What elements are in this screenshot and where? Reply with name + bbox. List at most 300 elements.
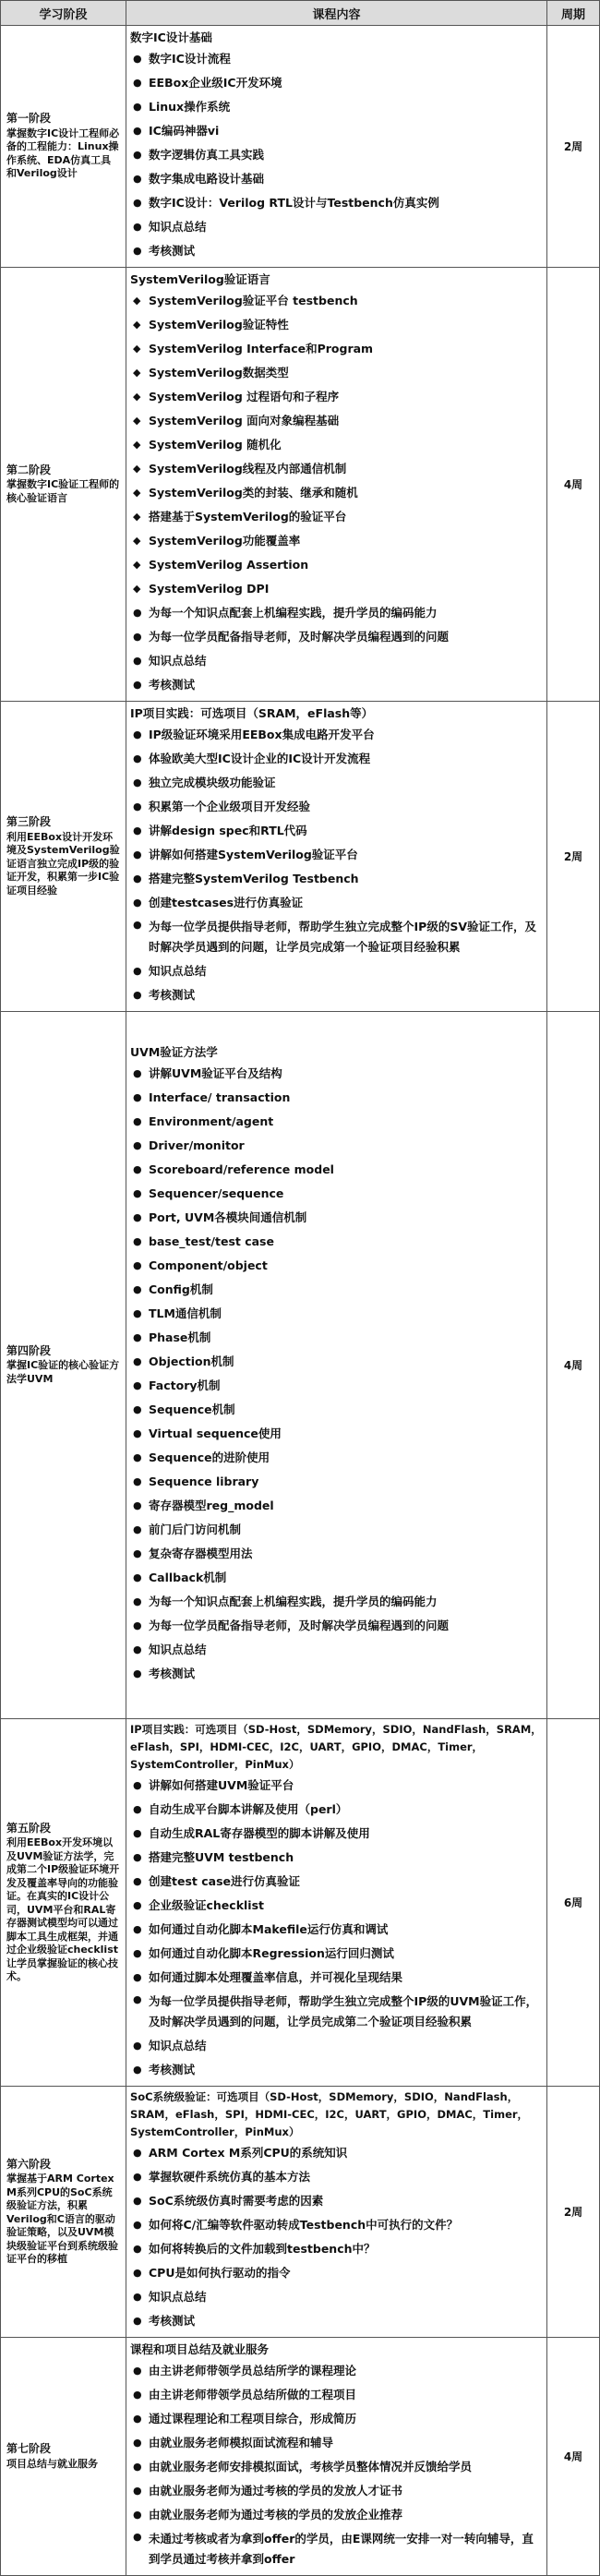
list-item [130, 2503, 543, 2527]
dot-bullet-icon: ● [133, 149, 142, 161]
diamond-bullet-icon: ◆ [133, 487, 141, 499]
list-item-text: EEBox企业级IC开发环境 [149, 76, 282, 90]
list-item [130, 529, 543, 553]
list-item-text: Config机制 [149, 1282, 213, 1296]
list-item-text: 寄存器模型reg_model [149, 1499, 274, 1512]
stage-cell [1, 1012, 126, 1719]
list-item-text: TLM通信机制 [149, 1306, 222, 1320]
list-item-text: 通过课程理论和工程项目综合，形成简历 [149, 2412, 357, 2426]
stage-goal: 掌握数字IC设计工程师必备的工程能力：Linux操作系统、EDA仿真工具和Verilog设计 [6, 126, 120, 180]
list-item [130, 289, 543, 313]
list-item-text: SystemVerilog DPI [149, 582, 270, 596]
list-item [130, 1614, 543, 1638]
dot-bullet-icon: ● [133, 607, 142, 619]
list-item [130, 553, 543, 577]
list-item-text: SystemVerilog验证平台 testbench [149, 294, 358, 307]
stage-row [1, 1719, 600, 2087]
list-item [130, 1966, 543, 1990]
dot-bullet-icon: ● [133, 728, 142, 740]
list-item-text: Phase机制 [149, 1330, 211, 1344]
list-item-text: SystemVerilog功能覆盖率 [149, 534, 301, 548]
content-cell [126, 1719, 547, 2087]
list-item-text: IC编码神器vi [149, 124, 220, 138]
diamond-bullet-icon: ◆ [133, 367, 141, 379]
dot-bullet-icon: ● [133, 1803, 142, 1815]
dot-bullet-icon: ● [133, 1355, 142, 1367]
list-item [130, 2431, 543, 2455]
list-item [130, 2479, 543, 2503]
list-item [130, 1846, 543, 1870]
list-item-text: 考核测试 [149, 678, 196, 692]
dot-bullet-icon: ● [133, 125, 142, 137]
list-item [130, 1774, 543, 1798]
list-item-text: 由主讲老师带领学员总结所做的工程项目 [149, 2388, 357, 2401]
content-cell [126, 1012, 547, 1719]
list-item [130, 2285, 543, 2309]
list-item [130, 2383, 543, 2407]
stage-goal: 利用EEBox设计开发环境及SystemVerilog验证语言独立完成IP级的验证开发，积累第一步IC验证项目经验 [6, 830, 120, 897]
diamond-bullet-icon: ◆ [133, 535, 141, 547]
list-item [130, 2165, 543, 2189]
list-item [130, 1662, 543, 1686]
list-item-text: 独立完成模块级功能验证 [149, 776, 276, 789]
dot-bullet-icon: ● [133, 1259, 142, 1271]
list-item [130, 361, 543, 385]
diamond-bullet-icon: ◆ [133, 415, 141, 427]
list-item [130, 771, 543, 795]
dot-bullet-icon: ● [133, 1403, 142, 1415]
content-list [130, 2359, 543, 2571]
dot-bullet-icon: ● [133, 1379, 142, 1391]
list-item [130, 1278, 543, 1302]
list-item [130, 2359, 543, 2383]
dot-bullet-icon: ● [133, 2461, 142, 2473]
dot-bullet-icon: ● [133, 1499, 142, 1511]
dot-bullet-icon: ● [133, 53, 142, 65]
period-cell: 2周 [547, 26, 600, 268]
list-item [130, 1870, 543, 1894]
list-item-text: SystemVerilog 面向对象编程基础 [149, 414, 340, 427]
list-item [130, 1302, 543, 1326]
diamond-bullet-icon: ◆ [133, 391, 141, 403]
header-content: 课程内容 [126, 1, 547, 26]
list-item-text: 考核测试 [149, 2314, 196, 2328]
dot-bullet-icon: ● [133, 873, 142, 885]
content-title: SoC系统级验证：可选项目（SD-Host，SDMemory，SDIO，NandFlash，SRAM，eFlash，SPI，HDMI-CEC，I2C，UART，GPIO，DMAC，Timer，SystemController，PinMux） [130, 2090, 529, 2138]
list-item-text: SystemVerilog Interface和Program [149, 342, 374, 355]
dot-bullet-icon: ● [133, 1163, 142, 1175]
list-item [130, 2527, 543, 2571]
content-list [130, 723, 543, 1007]
list-item [130, 433, 543, 457]
list-item [130, 1990, 543, 2034]
list-item [130, 891, 543, 915]
content-list [130, 47, 543, 263]
stage-cell [1, 1719, 126, 2087]
dot-bullet-icon: ● [133, 1187, 142, 1199]
list-item [130, 1206, 543, 1230]
list-item [130, 1494, 543, 1518]
dot-bullet-icon: ● [133, 1571, 142, 1583]
list-item-text: 由主讲老师带领学员总结所学的课程理论 [149, 2364, 357, 2377]
list-item-text: 讲解如何搭建SystemVerilog验证平台 [149, 848, 358, 861]
list-item-text: 知识点总结 [149, 964, 207, 978]
list-item-text: Port, UVM各模块间通信机制 [149, 1210, 307, 1224]
dot-bullet-icon: ● [133, 2267, 142, 2279]
diamond-bullet-icon: ◆ [133, 463, 141, 475]
list-item [130, 2141, 543, 2165]
dot-bullet-icon: ● [133, 221, 142, 233]
content-title: IP项目实践：可选项目（SD-Host，SDMemory，SDIO，NandFlash，SRAM，eFlash，SPI，HDMI-CEC，I2C，UART，GPIO，DMAC，Timer，SystemController，PinMux） [130, 1723, 542, 1771]
list-item [130, 457, 543, 481]
list-item [130, 2237, 543, 2261]
list-item [130, 409, 543, 433]
list-item [130, 1822, 543, 1846]
list-item-text: 知识点总结 [149, 1643, 207, 1656]
dot-bullet-icon: ● [133, 1547, 142, 1559]
list-item-text: 为每一位学员提供指导老师，帮助学生独立完成整个IP级的UVM验证工作，及时解决学员遇到的问题，让学员完成第二个验证项目经验积累 [149, 1994, 538, 2028]
list-item [130, 1062, 543, 1086]
list-item [130, 1446, 543, 1470]
list-item [130, 2309, 543, 2333]
list-item [130, 2058, 543, 2082]
dot-bullet-icon: ● [133, 2315, 142, 2327]
period-cell: 4周 [547, 1012, 600, 1719]
dot-bullet-icon: ● [133, 1307, 142, 1319]
dot-bullet-icon: ● [133, 1595, 142, 1607]
dot-bullet-icon: ● [133, 1427, 142, 1439]
list-item-text: 为每一个知识点配套上机编程实践，提升学员的编码能力 [149, 1595, 438, 1608]
stage-name: 第四阶段 [6, 1343, 52, 1357]
list-item [130, 1158, 543, 1182]
list-item-text: 积累第一个企业级项目开发经验 [149, 800, 311, 813]
list-item-text: 如何将C/汇编等软件驱动转成Testbench中可执行的文件？ [149, 2218, 459, 2232]
list-item [130, 47, 543, 71]
list-item [130, 1942, 543, 1966]
content-title: 数字IC设计基础 [130, 30, 212, 44]
dot-bullet-icon: ● [133, 800, 142, 813]
dot-bullet-icon: ● [133, 1619, 142, 1631]
list-item-text: Sequencer/sequence [149, 1186, 284, 1200]
content-title: UVM验证方法学 [130, 1045, 218, 1059]
list-item [130, 1798, 543, 1822]
list-item-text: 自动生成RAL寄存器模型的脚本讲解及使用 [149, 1826, 370, 1840]
dot-bullet-icon: ● [133, 2291, 142, 2303]
stage-row [1, 2338, 600, 2576]
list-item-text: Scoreboard/reference model [149, 1162, 334, 1176]
dot-bullet-icon: ● [133, 1827, 142, 1839]
list-item-text: 如何通过脚本处理覆盖率信息，并可视化呈现结果 [149, 1970, 403, 1984]
list-item-text: Sequence的进阶使用 [149, 1451, 270, 1464]
dot-bullet-icon: ● [133, 2531, 142, 2543]
dot-bullet-icon: ● [133, 2195, 142, 2207]
list-item [130, 1894, 543, 1918]
dot-bullet-icon: ● [133, 1331, 142, 1343]
list-item [130, 95, 543, 119]
dot-bullet-icon: ● [133, 2509, 142, 2521]
list-item-text: 知识点总结 [149, 2290, 207, 2304]
list-item-text: Linux操作系统 [149, 100, 231, 114]
stage-name: 第六阶段 [6, 2157, 52, 2171]
list-item-text: 考核测试 [149, 988, 196, 1002]
list-item [130, 649, 543, 673]
list-item-text: 体验欧美大型IC设计企业的IC设计开发流程 [149, 752, 371, 765]
dot-bullet-icon: ● [133, 776, 142, 788]
list-item-text: Factory机制 [149, 1378, 221, 1392]
list-item-text: base_test/test case [149, 1234, 274, 1248]
list-item-text: SystemVerilog线程及内部通信机制 [149, 462, 347, 475]
list-item-text: CPU是如何执行驱动的指令 [149, 2266, 291, 2280]
content-cell [126, 2338, 547, 2576]
dot-bullet-icon: ● [133, 101, 142, 113]
dot-bullet-icon: ● [133, 2219, 142, 2231]
list-item-text: SoC系统级仿真时需要考虑的因素 [149, 2194, 324, 2208]
dot-bullet-icon: ● [133, 2243, 142, 2255]
diamond-bullet-icon: ◆ [133, 583, 141, 595]
dot-bullet-icon: ● [133, 1067, 142, 1079]
content-list [130, 1774, 543, 2082]
list-item [130, 1350, 543, 1374]
list-item [130, 1542, 543, 1566]
dot-bullet-icon: ● [133, 1875, 142, 1887]
list-item [130, 959, 543, 983]
dot-bullet-icon: ● [133, 197, 142, 209]
header-stage: 学习阶段 [1, 1, 126, 26]
period-cell: 6周 [547, 1719, 600, 2087]
list-item [130, 191, 543, 215]
period-cell: 2周 [547, 702, 600, 1012]
stage-name: 第七阶段 [6, 2442, 52, 2455]
list-item [130, 795, 543, 819]
dot-bullet-icon: ● [133, 1923, 142, 1935]
list-item [130, 723, 543, 747]
stage-row [1, 26, 600, 268]
content-cell [126, 26, 547, 268]
list-item [130, 1254, 543, 1278]
dot-bullet-icon: ● [133, 2413, 142, 2425]
list-item-text: IP级验证环境采用EEBox集成电路开发平台 [149, 728, 375, 741]
list-item [130, 1326, 543, 1350]
list-item [130, 1110, 543, 1134]
list-item-text: SystemVerilog类的封装、继承和随机 [149, 486, 358, 500]
stage-name: 第二阶段 [6, 463, 52, 476]
list-item-text: 为每一个知识点配套上机编程实践，提升学员的编码能力 [149, 606, 438, 620]
dot-bullet-icon: ● [133, 965, 142, 977]
list-item [130, 2261, 543, 2285]
list-item [130, 577, 543, 601]
list-item-text: 如何通过自动化脚本Makefile运行仿真和调试 [149, 1922, 389, 1936]
list-item-text: ARM Cortex M系列CPU的系统知识 [149, 2146, 348, 2160]
content-list [130, 1062, 543, 1686]
list-item [130, 1566, 543, 1590]
list-item [130, 385, 543, 409]
list-item [130, 119, 543, 143]
period-cell: 4周 [547, 2338, 600, 2576]
list-item [130, 1518, 543, 1542]
list-item [130, 1918, 543, 1942]
dot-bullet-icon: ● [133, 1643, 142, 1655]
diamond-bullet-icon: ◆ [133, 319, 141, 331]
dot-bullet-icon: ● [133, 245, 142, 257]
stage-cell [1, 2338, 126, 2576]
list-item [130, 1638, 543, 1662]
content-list [130, 2141, 543, 2333]
dot-bullet-icon: ● [133, 2437, 142, 2449]
dot-bullet-icon: ● [133, 919, 142, 931]
list-item-text: 复杂寄存器模型用法 [149, 1547, 253, 1560]
list-item-text: 搭建完整UVM testbench [149, 1850, 294, 1864]
list-item-text: Interface/ transaction [149, 1090, 291, 1104]
stage-cell [1, 702, 126, 1012]
list-item [130, 1374, 543, 1398]
list-item [130, 1398, 543, 1422]
dot-bullet-icon: ● [133, 752, 142, 764]
list-item-text: 由就业服务老师模拟面试流程和辅导 [149, 2436, 334, 2450]
dot-bullet-icon: ● [133, 1139, 142, 1151]
dot-bullet-icon: ● [133, 1283, 142, 1295]
dot-bullet-icon: ● [133, 1475, 142, 1487]
list-item-text: 搭建完整SystemVerilog Testbench [149, 872, 359, 885]
list-item-text: 搭建基于SystemVerilog的验证平台 [149, 510, 347, 524]
dot-bullet-icon: ● [133, 825, 142, 837]
list-item-text: SystemVerilog Assertion [149, 558, 309, 572]
stage-row [1, 1012, 600, 1719]
list-item [130, 747, 543, 771]
list-item-text: Sequence机制 [149, 1402, 235, 1416]
list-item-text: 为每一位学员配备指导老师，及时解决学员编程遇到的问题 [149, 630, 450, 644]
list-item [130, 2407, 543, 2431]
list-item-text: 知识点总结 [149, 2039, 207, 2052]
dot-bullet-icon: ● [133, 1779, 142, 1791]
list-item-text: 由就业服务老师安排模拟面试，考核学员整体情况并反馈给学员 [149, 2460, 473, 2474]
dot-bullet-icon: ● [133, 1211, 142, 1223]
list-item [130, 505, 543, 529]
list-item [130, 1470, 543, 1494]
list-item [130, 1182, 543, 1206]
list-item [130, 983, 543, 1007]
list-item-text: 由就业服务老师为通过考核的学员的发放企业推荐 [149, 2508, 403, 2522]
stage-goal: 利用EEBox开发环境以及UVM验证方法学，完成第二个IP级验证环境开发及覆盖率导向的功能验证。在真实的IC设计公司，UVM平台和RAL寄存器测试模型均可以通过脚本工具生成框架，并通过企业级验证checklist 让学员掌握验证的核心技术。 [6, 1836, 120, 1982]
header-period: 周期 [547, 1, 600, 26]
list-item-text: 知识点总结 [149, 654, 207, 668]
diamond-bullet-icon: ◆ [133, 343, 141, 355]
list-item [130, 915, 543, 959]
diamond-bullet-icon: ◆ [133, 559, 141, 571]
list-item-text: 讲解如何搭建UVM验证平台 [149, 1778, 294, 1792]
list-item [130, 1422, 543, 1446]
list-item-text: Component/object [149, 1258, 268, 1272]
stage-cell [1, 26, 126, 268]
dot-bullet-icon: ● [133, 2389, 142, 2401]
list-item-text: 如何将转换后的文件加载到testbench中？ [149, 2242, 376, 2256]
list-item-text: 知识点总结 [149, 220, 207, 234]
period-cell: 2周 [547, 2087, 600, 2338]
dot-bullet-icon: ● [133, 2064, 142, 2076]
list-item [130, 337, 543, 361]
dot-bullet-icon: ● [133, 1235, 142, 1247]
stage-cell [1, 2087, 126, 2338]
dot-bullet-icon: ● [133, 2147, 142, 2159]
dot-bullet-icon: ● [133, 1993, 142, 2005]
dot-bullet-icon: ● [133, 1523, 142, 1535]
period-cell: 4周 [547, 268, 600, 702]
dot-bullet-icon: ● [133, 989, 142, 1001]
list-item-text: 未通过考核或者为拿到offer的学员，由E课网统一安排一对一转向辅导，直到学员通过考核并拿到offer [149, 2532, 534, 2566]
list-item [130, 167, 543, 191]
dot-bullet-icon: ● [133, 679, 142, 691]
list-item [130, 819, 543, 843]
content-list [130, 289, 543, 697]
list-item [130, 867, 543, 891]
dot-bullet-icon: ● [133, 1451, 142, 1463]
list-item [130, 2189, 543, 2213]
list-item-text: 数字逻辑仿真工具实践 [149, 148, 265, 162]
stage-goal: 掌握数字IC验证工程师的核心验证语言 [6, 478, 120, 504]
list-item [130, 1590, 543, 1614]
table-header-row [1, 1, 600, 26]
diamond-bullet-icon: ◆ [133, 511, 141, 523]
list-item [130, 313, 543, 337]
list-item-text: Sequence library [149, 1475, 259, 1488]
list-item [130, 673, 543, 697]
list-item-text: 考核测试 [149, 1667, 196, 1680]
dot-bullet-icon: ● [133, 77, 142, 89]
list-item-text: SystemVerilog数据类型 [149, 366, 289, 379]
dot-bullet-icon: ● [133, 849, 142, 861]
list-item [130, 843, 543, 867]
dot-bullet-icon: ● [133, 1971, 142, 1983]
content-title: IP项目实践：可选项目（SRAM，eFlash等） [130, 706, 374, 720]
list-item-text: SystemVerilog验证特性 [149, 318, 289, 331]
list-item-text: 数字集成电路设计基础 [149, 172, 265, 186]
dot-bullet-icon: ● [133, 631, 142, 643]
dot-bullet-icon: ● [133, 1667, 142, 1679]
content-title: SystemVerilog验证语言 [130, 272, 270, 286]
dot-bullet-icon: ● [133, 2040, 142, 2052]
list-item [130, 1086, 543, 1110]
stage-row [1, 2087, 600, 2338]
stage-cell [1, 268, 126, 702]
content-cell [126, 702, 547, 1012]
list-item-text: 创建testcases进行仿真验证 [149, 896, 304, 909]
list-item-text: 讲解design spec和RTL代码 [149, 824, 307, 837]
list-item-text: 考核测试 [149, 2063, 196, 2076]
list-item-text: Environment/agent [149, 1114, 274, 1128]
content-cell [126, 268, 547, 702]
list-item-text: 为每一位学员提供指导老师，帮助学生独立完成整个IP级的SV验证工作，及时解决学员遇到的问题，让学员完成第一个验证项目经验积累 [149, 920, 536, 954]
stage-goal: 项目总结与就业服务 [6, 2457, 98, 2470]
list-item-text: 数字IC设计：Verilog RTL设计与Testbench仿真实例 [149, 196, 439, 210]
list-item [130, 239, 543, 263]
dot-bullet-icon: ● [133, 655, 142, 667]
list-item-text: 如何通过自动化脚本Regression运行回归测试 [149, 1946, 394, 1960]
list-item-text: 企业级验证checklist [149, 1898, 264, 1912]
dot-bullet-icon: ● [133, 2485, 142, 2497]
dot-bullet-icon: ● [133, 1091, 142, 1103]
list-item-text: 掌握软硬件系统仿真的基本方法 [149, 2170, 311, 2184]
dot-bullet-icon: ● [133, 897, 142, 909]
list-item [130, 625, 543, 649]
content-title: 课程和项目总结及就业服务 [130, 2342, 270, 2356]
diamond-bullet-icon: ◆ [133, 439, 141, 451]
list-item-text: 讲解UVM验证平台及结构 [149, 1066, 282, 1080]
stage-row [1, 702, 600, 1012]
list-item-text: Callback机制 [149, 1571, 227, 1584]
list-item [130, 215, 543, 239]
stage-name: 第五阶段 [6, 1821, 52, 1835]
list-item [130, 71, 543, 95]
list-item [130, 601, 543, 625]
